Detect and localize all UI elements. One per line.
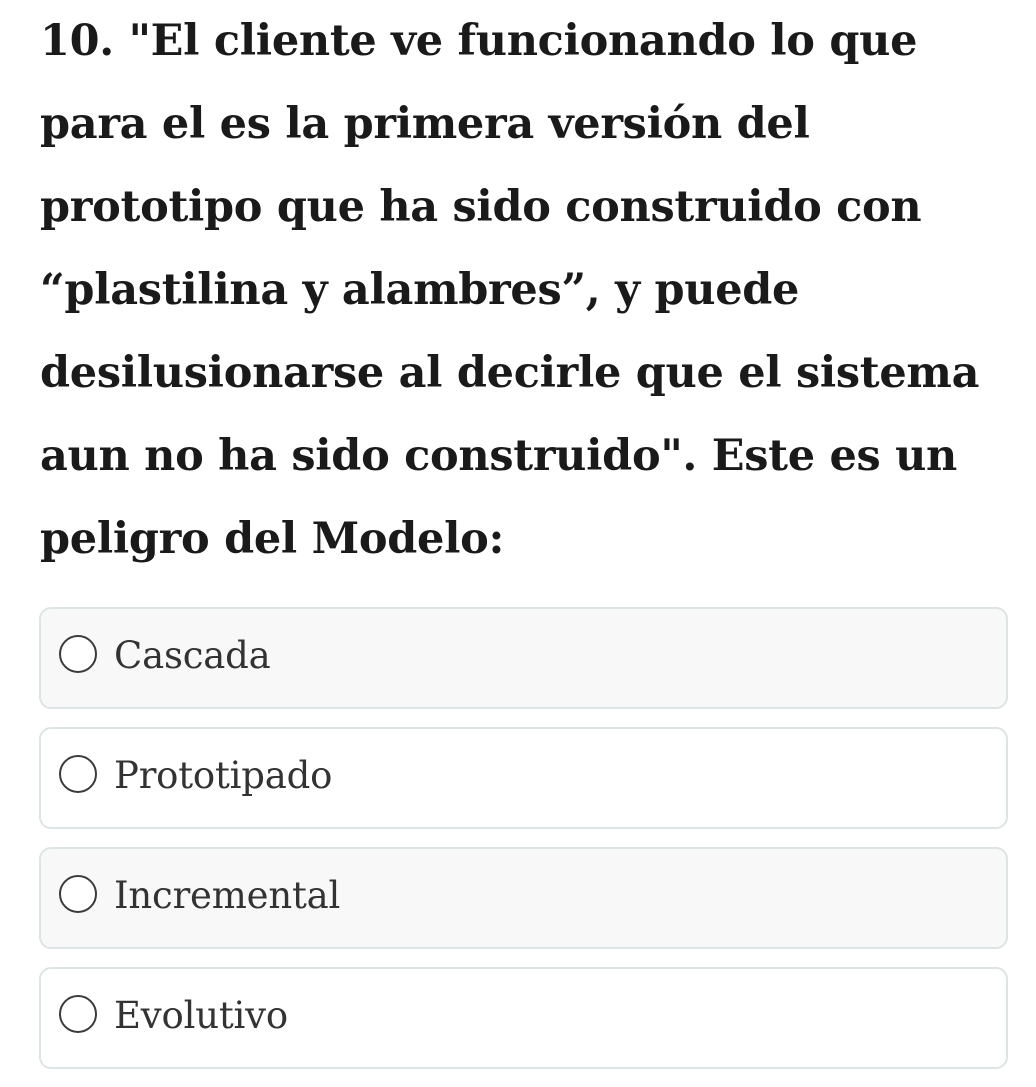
option-incremental[interactable] bbox=[39, 847, 1008, 949]
radio-button-icon[interactable] bbox=[59, 755, 97, 793]
question-line: peligro del Modelo: bbox=[40, 514, 505, 564]
question-text bbox=[40, 0, 1020, 581]
radio-button-icon[interactable] bbox=[59, 995, 97, 1033]
question-line: desilusionarse al decirle que el sistema bbox=[40, 348, 980, 398]
option-label: Prototipado bbox=[114, 753, 333, 797]
question-line: para el es la primera versión del bbox=[40, 99, 810, 149]
option-cascada[interactable] bbox=[39, 607, 1008, 709]
option-label: Evolutivo bbox=[114, 993, 288, 1037]
option-label: Cascada bbox=[114, 633, 271, 677]
question-line: aun no ha sido construido". Este es un bbox=[40, 431, 958, 481]
option-label: Incremental bbox=[114, 873, 341, 917]
question-line: “plastilina y alambres”, y puede bbox=[40, 265, 800, 315]
radio-button-icon[interactable] bbox=[59, 875, 97, 913]
question-line: 10. "El cliente ve funcionando lo que bbox=[40, 16, 918, 66]
question-line: prototipo que ha sido construido con bbox=[40, 182, 922, 232]
option-evolutivo[interactable] bbox=[39, 967, 1008, 1069]
answer-options bbox=[39, 607, 1008, 1087]
radio-button-icon[interactable] bbox=[59, 635, 97, 673]
option-prototipado[interactable] bbox=[39, 727, 1008, 829]
